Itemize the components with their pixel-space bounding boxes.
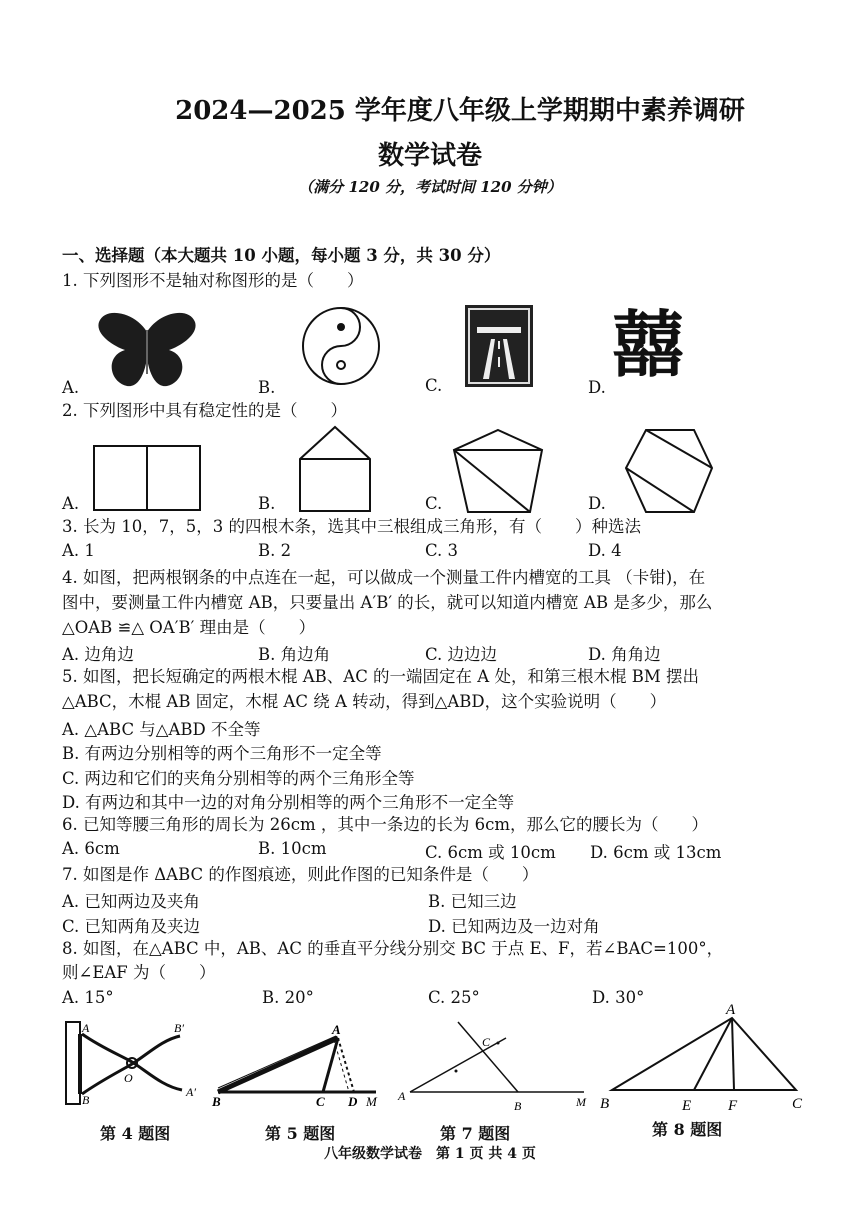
fig5-label-b: B xyxy=(212,1094,221,1109)
q8-option-c: C. 25° xyxy=(428,988,480,1007)
q2-option-c: C. xyxy=(425,494,443,513)
fig4-label-a: A xyxy=(82,1021,90,1035)
rectangle-split-figure xyxy=(93,445,201,511)
figure-8-caption: 第 8 题图 xyxy=(652,1120,723,1139)
q5-option-c: C. 两边和它们的夹角分别相等的两个三角形全等 xyxy=(62,769,415,788)
fig8-label-e: E xyxy=(682,1098,692,1114)
question-2-stem: 2. 下列图形中具有稳定性的是（ ） xyxy=(62,401,347,420)
hexagon-diagonal-figure xyxy=(622,428,714,514)
fig5-label-d: D xyxy=(348,1094,358,1109)
q4-option-a: A. 边角边 xyxy=(62,645,134,664)
question-8-line1: 8. 如图，在△ABC 中，AB、AC 的垂直平分线分别交 BC 于点 E、F，若∠BAC=100°， xyxy=(62,939,724,958)
butterfly-figure xyxy=(95,312,200,390)
figure-5-sticks xyxy=(208,1020,383,1112)
road-sign-figure xyxy=(465,305,533,387)
q1-option-b: B. xyxy=(258,378,276,397)
q8-option-a: A. 15° xyxy=(62,988,114,1007)
q6-option-a: A. 6cm xyxy=(62,839,120,858)
q6-option-d: D. 6cm 或 13cm xyxy=(590,843,722,862)
fig8-label-c: C xyxy=(792,1096,803,1112)
q1-option-d: D. xyxy=(588,378,606,397)
question-5-line2: △ABC，木棍 AB 固定，木棍 AC 绕 A 转动，得到△ABD，这个实验说明（ ） xyxy=(62,692,667,711)
q8-option-b: B. 20° xyxy=(262,988,314,1007)
q4-option-d: D. 角角边 xyxy=(588,645,661,664)
double-happiness-figure: 囍 xyxy=(612,303,685,387)
figure-4-calipers xyxy=(62,1018,212,1110)
question-4-line2: 图中，要测量工件内槽宽 AB，只要量出 A′B′ 的长，就可以知道内槽宽 AB 是多少，那么 xyxy=(62,593,713,612)
section-heading: 一、选择题（本大题共 10 小题，每小题 3 分，共 30 分） xyxy=(62,246,501,265)
q4-option-b: B. 角边角 xyxy=(258,645,331,664)
q2-option-b: B. xyxy=(258,494,276,513)
triangulated-pentagon-figure xyxy=(452,428,544,514)
exam-info: （满分 120 分，考试时间 120 分钟） xyxy=(298,178,562,196)
yin-yang-figure xyxy=(300,305,382,387)
q6-option-b: B. 10cm xyxy=(258,839,327,858)
figure-4-caption: 第 4 题图 xyxy=(100,1124,171,1143)
q5-option-d: D. 有两边和其中一边的对角分别相等的两个三角形不一定全等 xyxy=(62,793,515,812)
fig4-label-a-prime: A′ xyxy=(186,1085,196,1099)
fig8-label-a: A xyxy=(726,1002,736,1018)
q2-option-a: A. xyxy=(62,494,80,513)
fig7-label-m: M xyxy=(576,1095,586,1109)
question-7-stem: 7. 如图是作 ΔABC 的作图痕迹，则此作图的已知条件是（ ） xyxy=(62,865,539,884)
page-footer: 八年级数学试卷 第 1 页 共 4 页 xyxy=(324,1146,536,1162)
exam-title: 2024—2025 学年度八年级上学期期中素养调研 xyxy=(175,96,745,126)
figure-7-caption: 第 7 题图 xyxy=(440,1124,511,1143)
q3-option-a: A. 1 xyxy=(62,541,95,560)
q8-option-d: D. 30° xyxy=(592,988,645,1007)
q3-option-d: D. 4 xyxy=(588,541,622,560)
q1-option-a: A. xyxy=(62,378,80,397)
fig5-label-c: C xyxy=(316,1094,325,1109)
fig8-label-f: F xyxy=(728,1098,738,1114)
exam-subject-title: 数学试卷 xyxy=(377,141,482,171)
figure-7-construction xyxy=(398,1018,590,1114)
fig7-label-c: C xyxy=(482,1035,491,1049)
fig7-label-b: B xyxy=(514,1099,522,1113)
question-4-line3: △OAB ≌△ OA′B′ 理由是（ ） xyxy=(62,618,316,637)
q3-option-b: B. 2 xyxy=(258,541,292,560)
question-1-stem: 1. 下列图形不是轴对称图形的是（ ） xyxy=(62,271,364,290)
q1-option-c: C. xyxy=(425,376,443,395)
q6-option-c: C. 6cm 或 10cm xyxy=(425,843,556,862)
q3-option-c: C. 3 xyxy=(425,541,459,560)
q4-option-c: C. 边边边 xyxy=(425,645,498,664)
fig4-label-b-prime: B′ xyxy=(174,1021,184,1035)
question-6-stem: 6. 已知等腰三角形的周长为 26cm ，其中一条边的长为 6cm，那么它的腰长为（ ） xyxy=(62,815,708,834)
fig7-label-a: A xyxy=(398,1089,406,1103)
q7-option-b: B. 已知三边 xyxy=(428,892,517,911)
q5-option-a: A. △ABC 与△ABD 不全等 xyxy=(62,720,261,739)
fig4-label-o: O xyxy=(124,1071,133,1085)
question-5-line1: 5. 如图，把长短确定的两根木棍 AB、AC 的一端固定在 A 处，和第三根木棍 BM 摆出 xyxy=(62,667,699,686)
fig4-label-b: B xyxy=(82,1093,90,1107)
fig8-label-b: B xyxy=(600,1096,610,1112)
figure-8-triangle xyxy=(598,1004,812,1116)
q7-option-a: A. 已知两边及夹角 xyxy=(62,892,200,911)
fig5-label-a: A xyxy=(332,1022,341,1037)
q7-option-c: C. 已知两角及夹边 xyxy=(62,917,201,936)
fig5-label-m: M xyxy=(366,1094,377,1109)
q7-option-d: D. 已知两边及一边对角 xyxy=(428,917,600,936)
question-4-line1: 4. 如图，把两根钢条的中点连在一起，可以做成一个测量工件内槽宽的工具 （卡钳)，在 xyxy=(62,568,706,587)
question-3-stem: 3. 长为 10，7，5，3 的四根木条，选其中三根组成三角形，有（ ）种选法 xyxy=(62,517,641,536)
q2-option-d: D. xyxy=(588,494,606,513)
q5-option-b: B. 有两边分别相等的两个三角形不一定全等 xyxy=(62,744,382,763)
figure-5-caption: 第 5 题图 xyxy=(265,1124,336,1143)
house-pentagon-figure xyxy=(298,425,372,513)
question-8-line2: 则∠EAF 为（ ） xyxy=(62,963,216,982)
